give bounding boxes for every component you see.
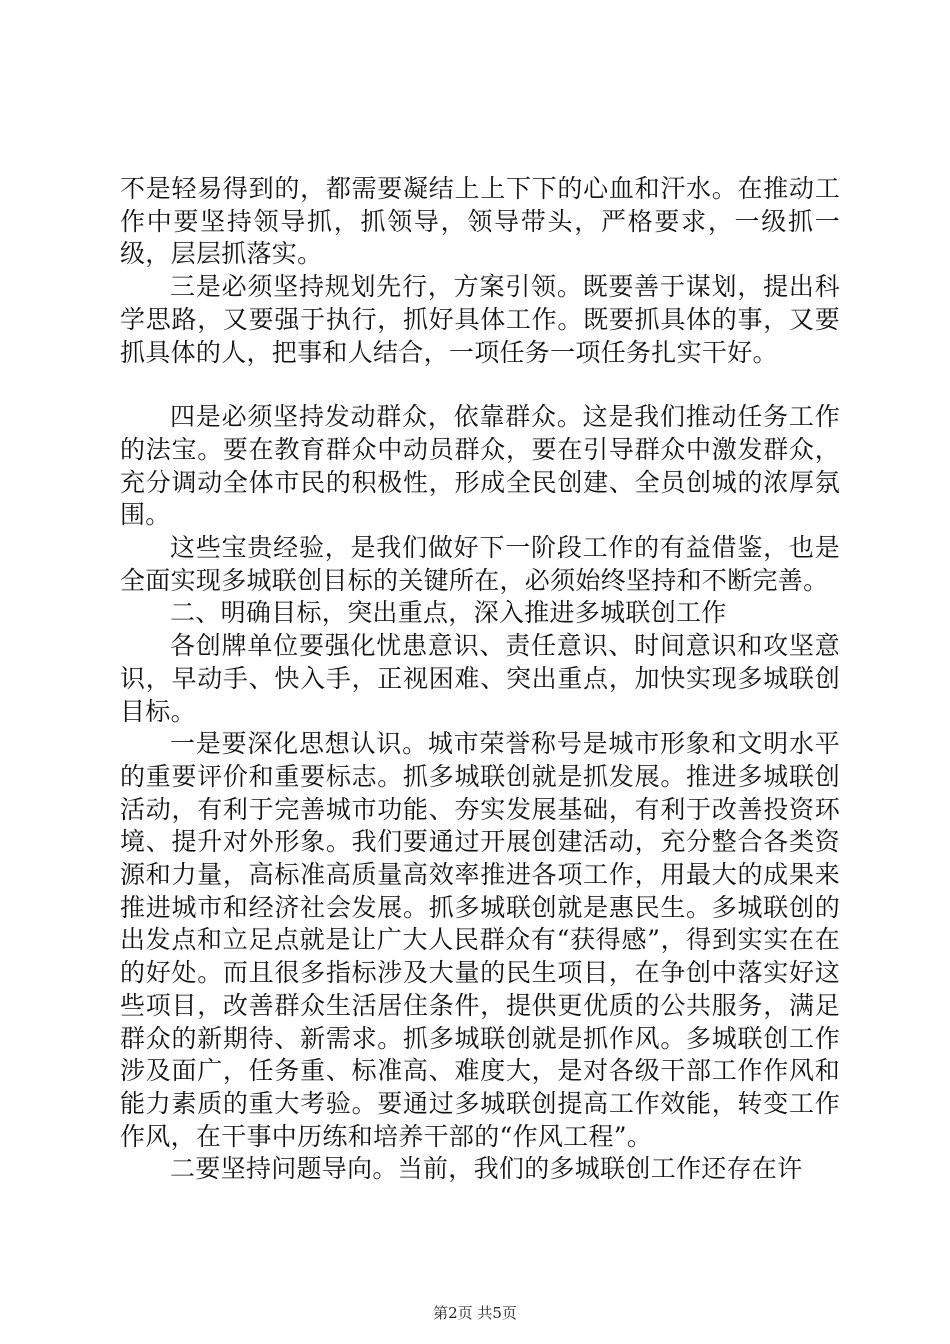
paragraph-deepen-understanding: 一是要深化思想认识。城市荣誉称号是城市形象和文明水平的重要评价和重要标志。抓多城联创就是抓发展。推进多城联创活动，有利于完善城市功能、夯实发展基础，有利于改善投资环境、提升对外形象。我们要通过开展创建活动，充分整合各类资源和力量，高标准高质量高效率推进各项工作，用最大的成果来推进城市和经济社会发展。抓多城联创就是惠民生。多城联创的出发点和立足点就是让广大人民群众有“获得感”，得到实实在在的好处。而且很多指标涉及大量的民生项目，在争创中落实好这些项目，改善群众生活居住条件，提供更优质的公共服务，满足群众的新期待、新需求。抓多城联创就是抓作风。多城联创工作涉及面广，任务重、标准高、难度大，是对各级干部工作作风和能力素质的重大考验。要通过多城联创提高工作效能，转变工作作风，在干事中历练和培养干部的“作风工程”。 [120, 729, 840, 1151]
section-heading-goals: 二、明确目标，突出重点，深入推进多城联创工作 [170, 598, 727, 628]
paragraph-valuable-experience: 这些宝贵经验，是我们做好下一阶段工作的有益借鉴，也是全面实现多城联创目标的关键所在，必须始终坚持和不断完善。 [120, 533, 840, 595]
paragraph-mobilize-masses: 四是必须坚持发动群众，依靠群众。这是我们推动任务工作的法宝。要在教育群众中动员群众，要在引导群众中激发群众，充分调动全体市民的积极性，形成全民创建、全员创城的浓厚氛围。 [120, 402, 840, 530]
paragraph-units-awareness: 各创牌单位要强化忧患意识、责任意识、时间意识和攻坚意识，早动手、快入手，正视困难、突出重点，加快实现多城联创目标。 [120, 631, 840, 726]
paragraph-planning-first: 三是必须坚持规划先行，方案引领。既要善于谋划，提出科学思路，又要强于执行，抓好具体工作。既要抓具体的事，又要抓具体的人，把事和人结合，一项任务一项任务扎实干好。 [120, 272, 840, 367]
page-number-footer: 第2页 共5页 [433, 1304, 517, 1322]
document-body [120, 173, 840, 1186]
paragraph-problem-oriented: 二要坚持问题导向。当前，我们的多城联创工作还存在许 [170, 1154, 803, 1184]
paragraph-leadership-continued: 不是轻易得到的，都需要凝结上上下下的心血和汗水。在推动工作中要坚持领导抓，抓领导，领导带头，严格要求，一级抓一级，层层抓落实。 [120, 174, 840, 269]
paragraph-spacer [120, 369, 840, 401]
